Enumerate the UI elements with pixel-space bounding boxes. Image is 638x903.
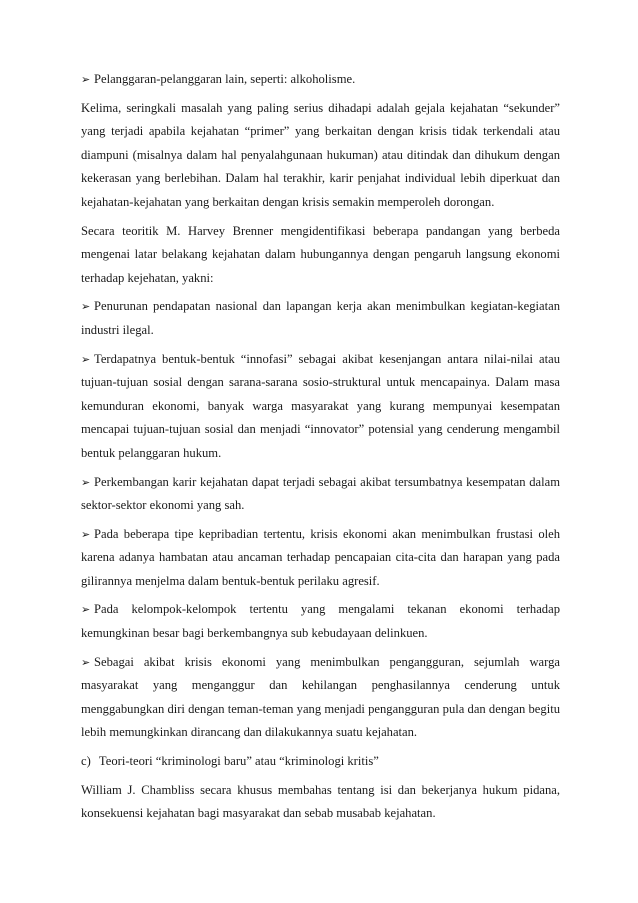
bullet-item [81, 471, 560, 518]
bullet-item [81, 295, 560, 342]
arrowhead-bullet-icon: ➢ [81, 73, 91, 86]
bullet-item [81, 523, 560, 594]
bullet-text: Terdapatnya bentuk-bentuk “innofasi” sebagai akibat kesenjangan antara nilai-nilai atau tujuan-tujuan sosial dengan sarana-sarana sosio-struktural untuk mencapainya. Dalam masa kemunduran ekonomi, banyak warga masyarakat yang kurang mempunyai kesempatan mencapai tujuan-tujuan sosial dan menjadi “innovator” potensial yang cenderung mengambil bentuk pelanggaran hukum. [81, 351, 560, 460]
bullet-text: Sebagai akibat krisis ekonomi yang menimbulkan pengangguran, sejumlah warga masyarakat yang menganggur dan kehilangan penghasilannya cenderung untuk menggabungkan diri dengan teman-teman yang menjadi pengangguran pula dan dengan begitu lebih memungkinkan dirancang dan dilakukannya suatu kejahatan. [81, 654, 560, 740]
section-heading [81, 750, 560, 774]
bullet-item [81, 348, 560, 466]
bullet-text: Pada beberapa tipe kepribadian tertentu, krisis ekonomi akan menimbulkan frustasi oleh karena adanya hambatan atau ancaman terhadap pencapaian cita-cita dan harapan yang pada gilirannya menjelma dalam bentuk-bentuk perilaku agresif. [81, 526, 560, 588]
bullet-item [81, 68, 560, 92]
bullet-item [81, 598, 560, 645]
bullet-text: Pada kelompok-kelompok tertentu yang mengalami tekanan ekonomi terhadap kemungkinan besar bagi berkembangnya sub kebudayaan delinkuen. [81, 602, 560, 641]
document-page [81, 68, 560, 831]
arrowhead-bullet-icon: ➢ [81, 475, 91, 489]
bullet-text: Penurunan pendapatan nasional dan lapangan kerja akan menimbulkan kegiatan-kegiatan industri ilegal. [81, 299, 560, 337]
arrowhead-bullet-icon: ➢ [81, 527, 91, 541]
arrowhead-bullet-icon: ➢ [81, 300, 91, 314]
section-heading-label: c) [81, 754, 91, 769]
section-heading-text: Teori-teori “kriminologi baru” atau “kriminologi kritis” [98, 754, 379, 769]
bullet-item [81, 651, 560, 745]
body-paragraph: William J. Chambliss secara khusus membahas tentang isi dan bekerjanya hukum pidana, konsekuensi kejahatan bagi masyarakat dan sebab musabab kejahatan. [81, 782, 560, 821]
arrowhead-bullet-icon: ➢ [81, 603, 91, 617]
bullet-text: Perkembangan karir kejahatan dapat terjadi sebagai akibat tersumbatnya kesempatan dalam sektor-sektor ekonomi yang sah. [81, 474, 560, 513]
bullet-text: Pelanggaran-pelanggaran lain, seperti: alkoholisme. [94, 72, 356, 86]
body-paragraph: Kelima, seringkali masalah yang paling serius dihadapi adalah gejala kejahatan “sekunder” yang terjadi apabila kejahatan “primer” yang berkaitan dengan krisis tidak terkendali atau diampuni (misalnya dalam hal penyalahgunaan hukuman) atau ditindak dan dihukum dengan kekerasan yang berlebihan. Dalam hal terakhir, karir penjahat individual lebih diperkuat dan kejahatan-kejahatan yang berkaitan dengan krisis semakin memperoleh dorongan. [81, 100, 560, 209]
body-paragraph: Secara teoritik M. Harvey Brenner mengidentifikasi beberapa pandangan yang berbeda mengenai latar belakang kejahatan dalam hubungannya dengan pengaruh langsung ekonomi terhadap kejehatan, yakni: [81, 223, 560, 285]
arrowhead-bullet-icon: ➢ [81, 655, 91, 669]
arrowhead-bullet-icon: ➢ [81, 352, 91, 366]
